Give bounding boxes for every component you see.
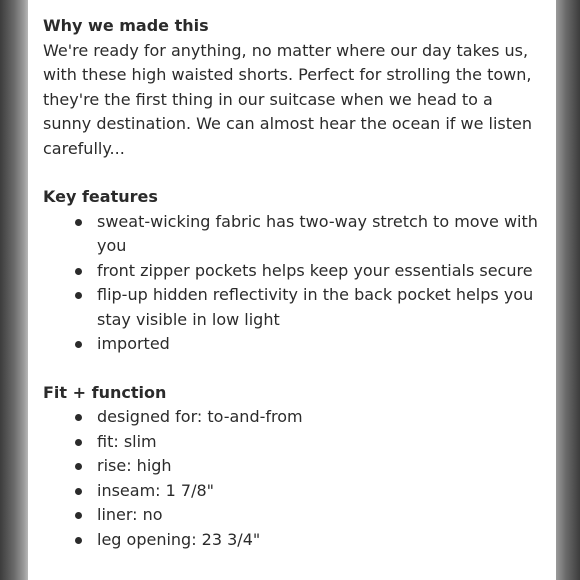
list-item-text: designed for: to-and-from	[97, 407, 303, 426]
list-item	[43, 479, 546, 504]
list-item-text: inseam: 1 7/8"	[97, 480, 215, 500]
bullet-dot-icon	[75, 537, 82, 544]
list-item-text: fit: slim	[97, 431, 157, 451]
why-heading: Why we made this	[43, 16, 209, 35]
product-description-panel	[28, 0, 556, 580]
list-item	[43, 454, 546, 479]
list-item	[43, 259, 546, 284]
bullet-dot-icon	[75, 292, 82, 299]
list-item	[43, 210, 546, 259]
list-item	[43, 430, 546, 455]
bullet-dot-icon	[75, 512, 82, 519]
key-features-section	[43, 185, 546, 357]
list-item-text: front zipper pockets helps keep your essentials secure	[97, 260, 533, 280]
why-body-text: We're ready for anything, no matter where our day takes us, with these high waisted shorts. Perfect for strolling the town, they're the first thing in our suitcase when we head to a sunny destination. We can almost hear the ocean if we listen carefully...	[43, 40, 533, 158]
fit-function-heading: Fit + function	[43, 382, 167, 402]
fit-function-list	[43, 405, 546, 552]
list-item-text: rise: high	[97, 456, 172, 475]
list-item	[43, 528, 546, 553]
list-item	[43, 405, 546, 430]
list-item-text: imported	[97, 334, 170, 353]
list-item-text: leg opening: 23 3/4"	[97, 529, 261, 549]
list-item	[43, 332, 546, 357]
bullet-dot-icon	[75, 488, 82, 495]
bullet-dot-icon	[75, 463, 82, 470]
list-item-text: sweat-wicking fabric has two-way stretch to move with you	[97, 211, 538, 255]
list-item	[43, 283, 546, 332]
why-we-made-this-section	[43, 14, 546, 161]
bullet-dot-icon	[75, 414, 82, 421]
bullet-dot-icon	[75, 219, 82, 226]
fit-function-section	[43, 381, 546, 553]
bullet-dot-icon	[75, 268, 82, 275]
bullet-dot-icon	[75, 341, 82, 348]
bullet-dot-icon	[75, 439, 82, 446]
list-item	[43, 503, 546, 528]
list-item-text: liner: no	[97, 505, 163, 524]
key-features-heading: Key features	[43, 187, 158, 206]
list-item-text: flip-up hidden reflectivity in the back pocket helps you stay visible in low light	[97, 285, 534, 329]
key-features-list	[43, 210, 546, 357]
